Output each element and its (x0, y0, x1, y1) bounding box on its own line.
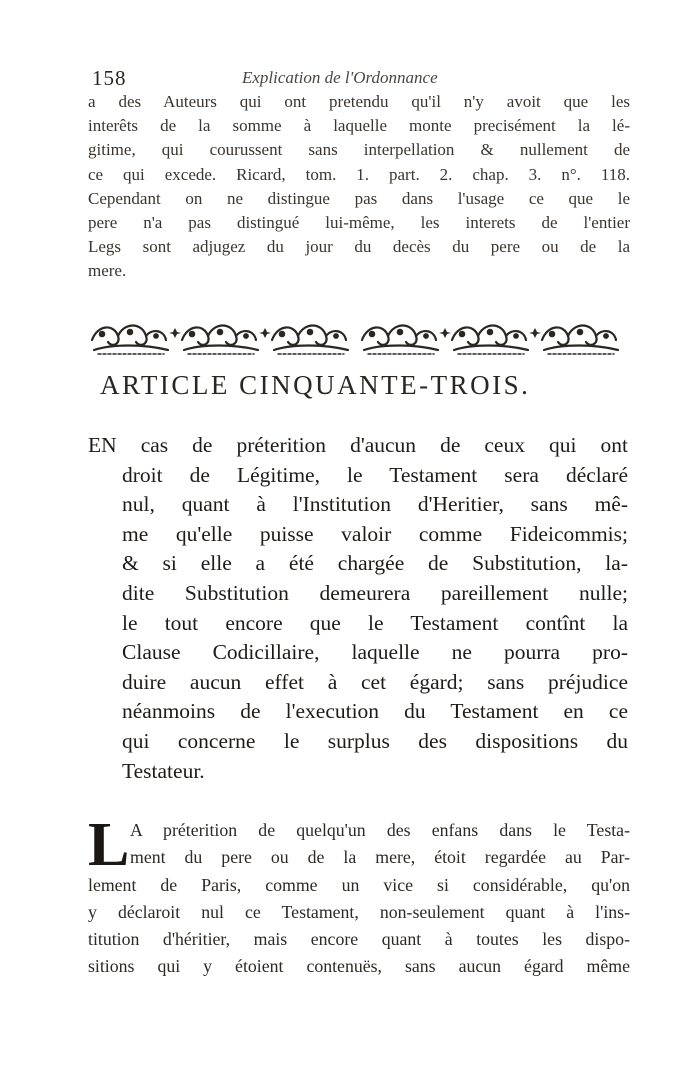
article-commentary (88, 811, 630, 981)
text-line: mere. (88, 261, 127, 281)
text-line: a des Auteurs qui ont pretendu qu'il n'y avoit que les (88, 92, 630, 111)
article-line: EN cas de préterition d'aucun de ceux qui ont (88, 433, 628, 457)
commentary-line: A préterition de quelqu'un des enfans dans le Testa- (130, 820, 630, 840)
drop-cap: L (88, 811, 130, 879)
article-body (88, 431, 628, 786)
commentary-line: ment du pere ou de la mere, étoit regardée au Par- (130, 847, 630, 868)
page-header (92, 66, 632, 92)
article-line: me qu'elle puisse valoir comme Fideicommis; (122, 521, 628, 546)
article-line: nul, quant à l'Institution d'Heritier, sans mê- (122, 492, 628, 517)
preceding-commentary (88, 90, 630, 284)
article-title: ARTICLE CINQUANTE-TROIS. (100, 370, 531, 400)
article-line: néanmoins de l'execution du Testament en ce (122, 699, 628, 724)
commentary-line: titution d'héritier, mais encore quant à toutes les dispo- (88, 929, 630, 950)
article-line: qui concerne le surplus des dispositions du (122, 728, 628, 753)
text-line: pere n'a pas distingué lui-même, les interets de l'entier (88, 213, 630, 233)
commentary-line: lement de Paris, comme un vice si considérable, qu'on (88, 874, 630, 895)
article-line: Clause Codicillaire, laquelle ne pourra pro- (122, 640, 628, 665)
commentary-line: y déclaroit nul ce Testament, non-seulement quant à l'ins- (88, 901, 630, 922)
article-line: le tout encore que le Testament contînt la (122, 610, 628, 635)
article-line: & si elle a été chargée de Substitution, la- (122, 551, 628, 576)
running-title: Explication de l'Ordonnance (242, 68, 438, 87)
decorative-vine-border-icon (88, 310, 628, 360)
text-line: ce qui excede. Ricard, tom. 1. part. 2. chap. 3. n°. 118. (88, 164, 630, 184)
text-line: gitime, qui courussent sans interpellation & nullement de (88, 140, 630, 160)
article-line: droit de Légitime, le Testament sera déclaré (122, 462, 628, 487)
text-line: Legs sont adjugez du jour du decès du pere ou de la (88, 237, 630, 257)
commentary-line: sitions qui y étoient contenuës, sans aucun égard même (88, 956, 630, 977)
article-line: Testateur. (122, 758, 205, 783)
page-number: 158 (92, 66, 127, 90)
article-line: dite Substitution demeurera pareillement nulle; (122, 580, 628, 605)
text-line: interêts de la somme à laquelle monte precisément la lé- (88, 116, 630, 136)
text-line: Cependant on ne distingue pas dans l'usage ce que le (88, 188, 630, 208)
article-line: duire aucun effet à cet égard; sans préjudice (122, 669, 628, 694)
